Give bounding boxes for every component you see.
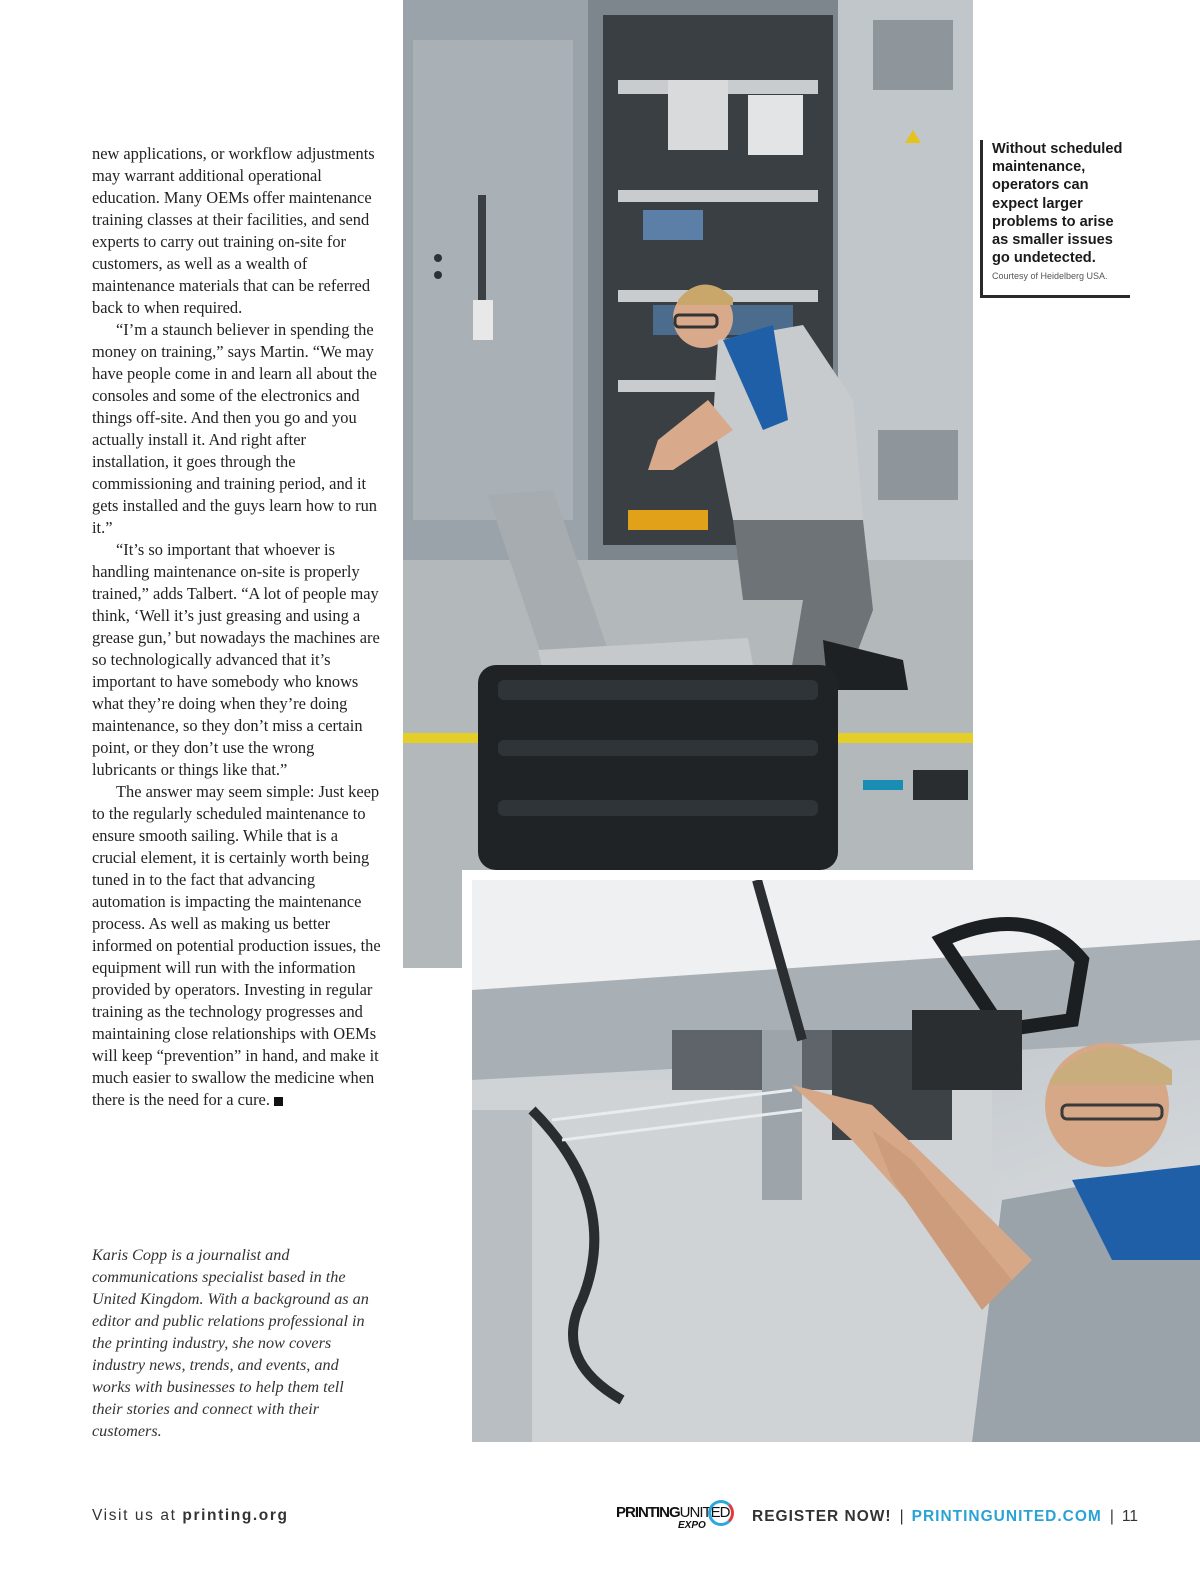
footer-separator: | xyxy=(899,1508,904,1525)
technician-press-illustration xyxy=(472,880,1200,1442)
end-of-article-icon xyxy=(274,1097,283,1106)
article-paragraph-1: new applications, or workflow adjustments may warrant additional operational education. Many OEMs offer maintenance training classes at their facilities, and send experts to carry out training on-site for customers, as well as a wealth of maintenance materials that can be referred back to when required. xyxy=(92,144,375,317)
author-bio: Karis Copp is a journalist and communications specialist based in the United Kingdom. With a background as an editor and public relations professional in the printing industry, she now covers industry news, trends, and events, and works with businesses to help them tell their stories and connect with their customers. xyxy=(92,1246,369,1440)
logo-expo: EXPO xyxy=(678,1520,706,1531)
register-now-text: REGISTER NOW! xyxy=(752,1508,892,1525)
footer-visit xyxy=(92,1507,289,1525)
article-body xyxy=(92,143,382,1111)
footer-visit-link[interactable]: printing.org xyxy=(182,1507,289,1524)
technician-press-photo xyxy=(472,880,1200,1442)
logo-printing: PRINTING xyxy=(616,1504,680,1521)
article-paragraph-2: “I’m a staunch believer in spending the money on training,” says Martin. “We may have people come in and learn all about the consoles and some of the electronics and things off-site. And then you go and you actually install it. And right after installation, it goes through the commissioning and training period, and it gets installed and the guys learn how to run it.” xyxy=(92,320,377,537)
footer-visit-prefix: Visit us at xyxy=(92,1507,183,1524)
logo-united: UNITED xyxy=(679,1504,730,1521)
technician-cabinet-illustration xyxy=(403,0,973,968)
footer-separator-2: | xyxy=(1109,1508,1114,1525)
photo-credit: Courtesy of Heidelberg USA. xyxy=(992,271,1108,282)
printing-united-expo-logo[interactable] xyxy=(616,1497,738,1537)
caption-text: Without scheduled maintenance, operators can expect larger problems to arise as smaller issues go undetected. xyxy=(992,141,1123,267)
register-site-link[interactable]: PRINTINGUNITED.COM xyxy=(911,1508,1102,1525)
article-paragraph-4-text: The answer may seem simple: Just keep to the regularly scheduled maintenance to ensure smooth sailing. While that is a crucial element, it is certainly worth being tuned in to the fact that advancing automation is impacting the maintenance process. As well as making us better informed on potential production issues, the equipment will run with the information provided by operators. Investing in regular training as the technology progresses and maintaining close relationships with OEMs will keep “prevention” in hand, and make it much easier to swallow the medicine when there is the need for a cure. xyxy=(92,782,381,1109)
technician-cabinet-photo xyxy=(403,0,973,968)
article-paragraph-3: “It’s so important that whoever is handling maintenance on-site is properly trained,” adds Talbert. “A lot of people may think, ‘Well it’s just greasing and using a grease gun,’ but nowadays the machines are so technologically advanced that it’s important to have somebody who knows what they’re doing when they’re doing maintenance, so they don’t miss a certain point, or they don’t use the wrong lubricants or things like that.” xyxy=(92,540,380,779)
photo-caption xyxy=(980,140,1130,298)
article-paragraph-4 xyxy=(92,781,382,1111)
footer-promo xyxy=(616,1495,1176,1539)
logo-ring-icon xyxy=(708,1500,734,1526)
page-number: 11 xyxy=(1121,1508,1138,1525)
